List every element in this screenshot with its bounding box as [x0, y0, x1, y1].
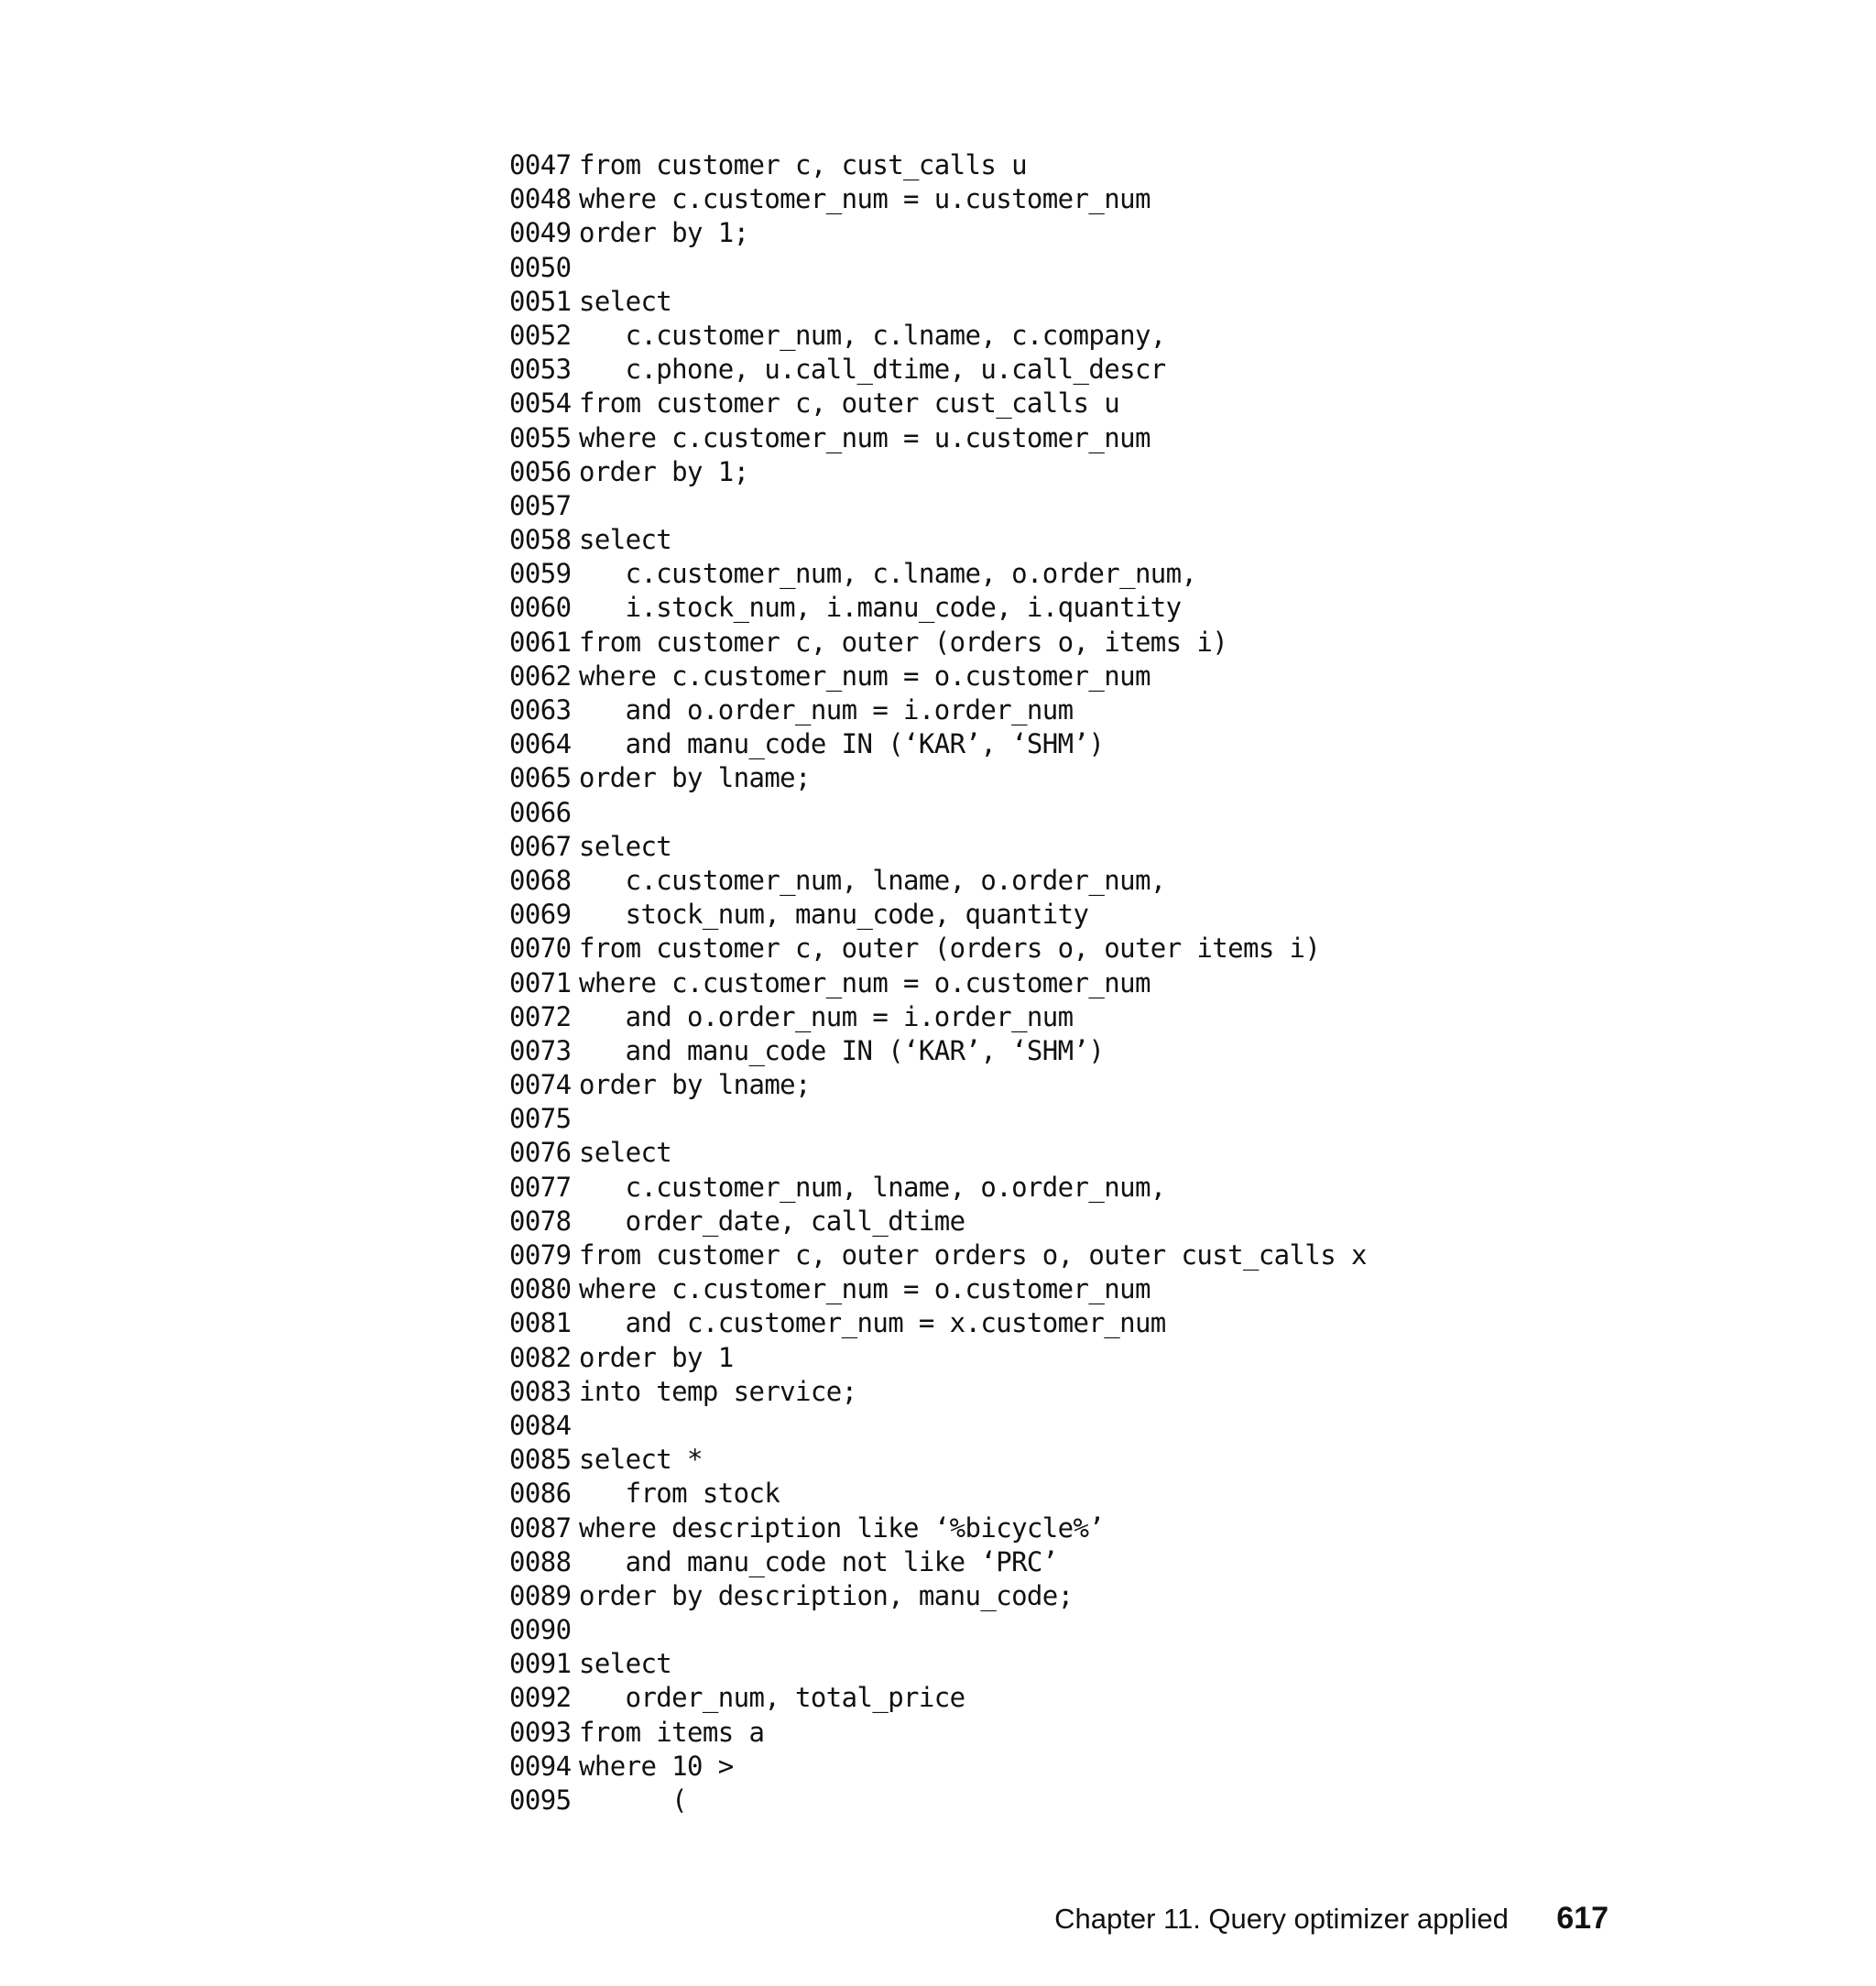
- line-number: 0052: [509, 319, 572, 351]
- line-number: 0093: [509, 1716, 572, 1748]
- line-number: 0069: [509, 899, 572, 931]
- code-text: order_num, total_price: [579, 1682, 965, 1714]
- line-number: 0073: [509, 1034, 572, 1066]
- code-text: select: [579, 524, 672, 556]
- code-line: [509, 830, 1367, 864]
- code-text: select: [579, 830, 672, 862]
- line-number: 0088: [509, 1545, 572, 1577]
- code-line: [509, 1545, 1367, 1579]
- code-text: order by lname;: [579, 1069, 811, 1101]
- line-number: 0054: [509, 387, 572, 420]
- line-number: 0055: [509, 421, 572, 453]
- code-line: [509, 1409, 1367, 1443]
- code-line: [509, 1716, 1367, 1750]
- code-line: [509, 761, 1367, 795]
- page-footer: [1054, 1896, 1609, 1940]
- code-text: and o.order_num = i.order_num: [579, 694, 1074, 726]
- line-number: 0047: [509, 149, 572, 180]
- line-number: 0087: [509, 1511, 572, 1544]
- code-line: [509, 626, 1367, 660]
- line-number: 0079: [509, 1239, 572, 1271]
- code-line: [509, 1239, 1367, 1272]
- code-text: and manu_code IN (‘KAR’, ‘SHM’): [579, 728, 1105, 760]
- code-text: from customer c, outer cust_calls u: [579, 387, 1120, 420]
- code-text: where c.customer_num = o.customer_num: [579, 660, 1151, 692]
- code-text: where c.customer_num = o.customer_num: [579, 1273, 1151, 1305]
- line-number: 0061: [509, 626, 572, 658]
- line-number: 0072: [509, 1000, 572, 1032]
- code-text: select: [579, 1137, 672, 1169]
- line-number: 0085: [509, 1444, 572, 1476]
- line-number: 0089: [509, 1579, 572, 1611]
- code-text: and c.customer_num = x.customer_num: [579, 1307, 1166, 1339]
- code-text: order_date, call_dtime: [579, 1205, 965, 1237]
- line-number: 0095: [509, 1784, 572, 1816]
- code-line: [509, 421, 1367, 455]
- code-text: from stock: [579, 1478, 780, 1510]
- code-line: [509, 1306, 1367, 1340]
- code-line: [509, 1579, 1367, 1613]
- code-line: [509, 1647, 1367, 1681]
- code-line: [509, 966, 1367, 1000]
- code-line: [509, 1613, 1367, 1647]
- code-text: and manu_code not like ‘PRC’: [579, 1545, 1058, 1577]
- line-number: 0048: [509, 183, 572, 215]
- code-line: [509, 1477, 1367, 1511]
- line-number: 0068: [509, 864, 572, 896]
- code-text: from customer c, outer (orders o, outer items i): [579, 933, 1321, 965]
- code-line: [509, 1000, 1367, 1034]
- line-number: 0086: [509, 1478, 572, 1510]
- code-line: [509, 285, 1367, 319]
- code-text: order by 1;: [579, 455, 749, 487]
- line-number: 0076: [509, 1137, 572, 1169]
- code-line: [509, 1034, 1367, 1068]
- code-text: (: [579, 1784, 688, 1816]
- code-line: [509, 727, 1367, 761]
- code-line: [509, 1341, 1367, 1375]
- line-number: 0074: [509, 1069, 572, 1101]
- code-line: [509, 216, 1367, 250]
- code-line: [509, 1136, 1367, 1170]
- code-text: and o.order_num = i.order_num: [579, 1000, 1074, 1032]
- code-line: [509, 1443, 1367, 1477]
- line-number: 0070: [509, 933, 572, 965]
- code-line: [509, 693, 1367, 727]
- line-number: 0067: [509, 830, 572, 862]
- code-line: [509, 1102, 1367, 1136]
- code-line: [509, 1171, 1367, 1205]
- code-line: [509, 1375, 1367, 1409]
- code-text: and manu_code IN (‘KAR’, ‘SHM’): [579, 1034, 1105, 1066]
- code-text: i.stock_num, i.manu_code, i.quantity: [579, 592, 1182, 624]
- line-number: 0075: [509, 1103, 572, 1135]
- line-number: 0051: [509, 285, 572, 317]
- line-number: 0065: [509, 762, 572, 794]
- code-line: [509, 660, 1367, 693]
- line-number: 0066: [509, 796, 572, 828]
- line-number: 0059: [509, 558, 572, 590]
- line-number: 0062: [509, 660, 572, 692]
- code-line: [509, 251, 1367, 285]
- code-text: order by description, manu_code;: [579, 1579, 1074, 1611]
- code-line: [509, 1511, 1367, 1545]
- line-number: 0078: [509, 1205, 572, 1237]
- code-text: select: [579, 1648, 672, 1680]
- code-line: [509, 1681, 1367, 1715]
- code-line: [509, 387, 1367, 420]
- code-text: where c.customer_num = u.customer_num: [579, 183, 1151, 215]
- code-line: [509, 148, 1367, 182]
- code-text: c.customer_num, c.lname, c.company,: [579, 319, 1166, 351]
- code-line: [509, 796, 1367, 830]
- code-text: c.customer_num, c.lname, o.order_num,: [579, 558, 1197, 590]
- line-number: 0049: [509, 217, 572, 249]
- code-line: [509, 455, 1367, 489]
- code-line: [509, 1068, 1367, 1102]
- code-line: [509, 1784, 1367, 1817]
- code-text: from customer c, cust_calls u: [579, 149, 1027, 180]
- code-line: [509, 591, 1367, 625]
- line-number: 0081: [509, 1307, 572, 1339]
- code-line: [509, 932, 1367, 966]
- code-line: [509, 1750, 1367, 1784]
- code-text: select: [579, 285, 672, 317]
- code-line: [509, 1272, 1367, 1306]
- line-number: 0092: [509, 1682, 572, 1714]
- code-text: from customer c, outer (orders o, items i): [579, 626, 1228, 658]
- chapter-title: Chapter 11. Query optimizer applied: [1054, 1903, 1509, 1935]
- code-text: where c.customer_num = o.customer_num: [579, 966, 1151, 998]
- code-text: c.customer_num, lname, o.order_num,: [579, 864, 1166, 896]
- code-text: select *: [579, 1444, 703, 1476]
- line-number: 0071: [509, 966, 572, 998]
- code-line: [509, 864, 1367, 898]
- code-text: where description like ‘%bicycle%’: [579, 1511, 1105, 1544]
- code-text: stock_num, manu_code, quantity: [579, 899, 1089, 931]
- code-text: from customer c, outer orders o, outer cust_calls x: [579, 1239, 1367, 1271]
- line-number: 0063: [509, 694, 572, 726]
- line-number: 0058: [509, 524, 572, 556]
- line-number: 0082: [509, 1341, 572, 1373]
- line-number: 0084: [509, 1409, 572, 1441]
- code-text: from items a: [579, 1716, 765, 1748]
- line-number: 0083: [509, 1375, 572, 1407]
- code-line: [509, 1205, 1367, 1239]
- line-number: 0050: [509, 251, 572, 283]
- code-text: order by 1: [579, 1341, 734, 1373]
- code-line: [509, 353, 1367, 387]
- code-text: c.customer_num, lname, o.order_num,: [579, 1171, 1166, 1203]
- line-number: 0064: [509, 728, 572, 760]
- line-number: 0053: [509, 354, 572, 386]
- line-number: 0090: [509, 1614, 572, 1646]
- code-text: order by 1;: [579, 217, 749, 249]
- code-line: [509, 182, 1367, 216]
- line-number: 0094: [509, 1750, 572, 1782]
- code-text: where 10 >: [579, 1750, 734, 1782]
- code-text: into temp service;: [579, 1375, 857, 1407]
- line-number: 0057: [509, 489, 572, 521]
- code-text: order by lname;: [579, 762, 811, 794]
- line-number: 0077: [509, 1171, 572, 1203]
- code-line: [509, 898, 1367, 932]
- code-listing: [509, 148, 1367, 1817]
- code-line: [509, 523, 1367, 557]
- line-number: 0060: [509, 592, 572, 624]
- line-number: 0056: [509, 455, 572, 487]
- code-text: c.phone, u.call_dtime, u.call_descr: [579, 354, 1166, 386]
- code-line: [509, 557, 1367, 591]
- page-number: 617: [1556, 1901, 1609, 1936]
- line-number: 0080: [509, 1273, 572, 1305]
- code-line: [509, 319, 1367, 353]
- code-text: where c.customer_num = u.customer_num: [579, 421, 1151, 453]
- code-line: [509, 489, 1367, 523]
- line-number: 0091: [509, 1648, 572, 1680]
